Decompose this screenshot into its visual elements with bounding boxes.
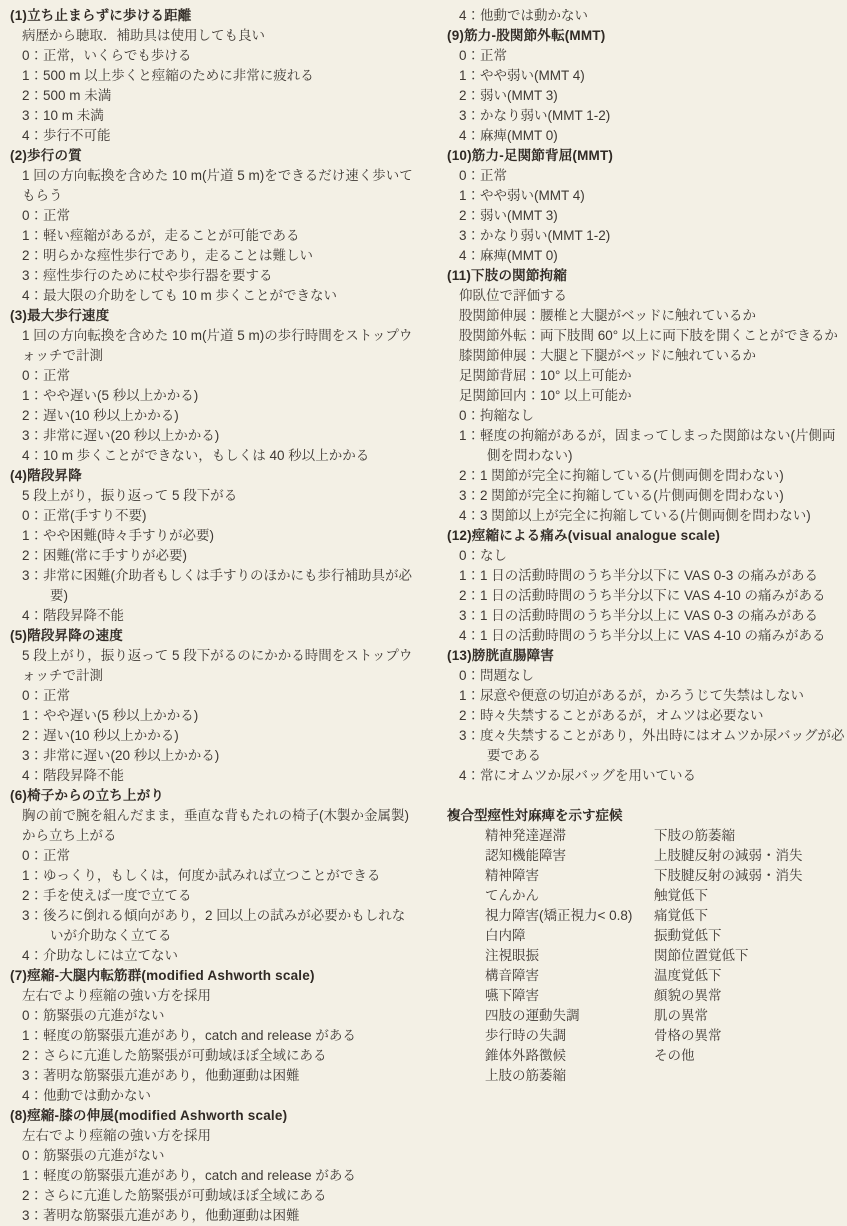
section-description: 足関節回内：10° 以上可能か (459, 388, 632, 403)
score-item: 4：1 日の活動時間のうち半分以上に VAS 4-10 の痛みがある (459, 628, 826, 643)
score-item: 3：1 日の活動時間のうち半分以上に VAS 0-3 の痛みがある (459, 608, 819, 623)
score-item: 1：尿意や便意の切迫があるが，かろうじて失禁はしない (459, 688, 805, 703)
assessment-section (447, 266, 845, 526)
section-heading: (9)筋力-股関節外転(MMT) (447, 28, 606, 43)
symptom-item: 視力障害(矯正視力< 0.8) (485, 908, 633, 923)
score-item: 2：明らかな痙性歩行であり，走ることは難しい (22, 248, 314, 263)
score-item: 3：かなり弱い(MMT 1-2) (459, 228, 611, 243)
symptom-item: てんかん (485, 888, 539, 903)
assessment-section (447, 646, 845, 786)
section-heading: (10)筋力-足関節背屈(MMT) (447, 148, 614, 163)
symptom-item: 白内障 (485, 928, 526, 943)
score-item: 0：正常 (22, 848, 71, 863)
score-item: 2：1 関節が完全に拘縮している(片側両側を問わない) (459, 468, 784, 483)
score-item: 2：遅い(10 秒以上かかる) (22, 408, 179, 423)
section-heading: (13)膀胱直腸障害 (447, 648, 555, 663)
symptom-item: 関節位置覚低下 (654, 948, 749, 963)
section-description: 仰臥位で評価する (459, 288, 567, 303)
score-item: 0：なし (459, 548, 508, 563)
assessment-section (447, 526, 845, 646)
score-item: 0：正常 (459, 168, 508, 183)
assessment-section (10, 6, 418, 146)
symptom-item: 骨格の異常 (654, 1028, 722, 1043)
assessment-section (10, 466, 418, 626)
symptom-item: 精神発達遅滞 (485, 828, 566, 843)
score-item: 4：歩行不可能 (22, 128, 111, 143)
score-item: 4：他動では動かない (459, 8, 589, 23)
symptom-item: 錐体外路徴候 (485, 1048, 566, 1063)
section-description: 胸の前で腕を組んだまま，垂直な背もたれの椅子(木製か金属製)から立ち上がる (22, 808, 409, 843)
score-item: 1：ゆっくり，もしくは，何度か試みれば立つことができる (22, 868, 381, 883)
score-item: 1：500 m 以上歩くと痙縮のために非常に疲れる (22, 68, 314, 83)
score-item: 3：痙性歩行のために杖や歩行器を要する (22, 268, 273, 283)
section-heading: (12)痙縮による痛み(visual analogue scale) (447, 528, 721, 543)
score-item: 3：度々失禁することがあり，外出時にはオムツか尿バッグが必要である (459, 728, 845, 763)
score-item: 2：弱い(MMT 3) (459, 208, 558, 223)
assessment-section (10, 146, 418, 306)
section-heading: (4)階段昇降 (10, 468, 82, 483)
score-item: 3：2 関節が完全に拘縮している(片側両側を問わない) (459, 488, 784, 503)
assessment-section (10, 626, 418, 786)
score-item: 1：軽度の筋緊張亢進があり，catch and release がある (22, 1168, 356, 1183)
symptom-item: 構音障害 (485, 968, 539, 983)
symptom-item: 上肢腱反射の減弱・消失 (654, 848, 803, 863)
score-item: 0：正常 (22, 688, 71, 703)
assessment-section (447, 6, 845, 26)
symptom-item: 痛覚低下 (654, 908, 708, 923)
score-item: 2：さらに亢進した筋緊張が可動域ほぼ全域にある (22, 1048, 327, 1063)
score-item: 1：1 日の活動時間のうち半分以下に VAS 0-3 の痛みがある (459, 568, 819, 583)
score-item: 4：階段昇降不能 (22, 768, 125, 783)
score-item: 4：麻痺(MMT 0) (459, 128, 558, 143)
score-item: 1：やや遅い(5 秒以上かかる) (22, 708, 199, 723)
assessment-section (447, 146, 845, 266)
score-item: 2：遅い(10 秒以上かかる) (22, 728, 179, 743)
score-item: 0：正常，いくらでも歩ける (22, 48, 192, 63)
score-item: 1：軽度の筋緊張亢進があり，catch and release がある (22, 1028, 356, 1043)
symptom-item: 注視眼振 (485, 948, 539, 963)
score-item: 4：介助なしには立てない (22, 948, 179, 963)
assessment-section (447, 26, 845, 146)
score-item: 1：やや弱い(MMT 4) (459, 188, 585, 203)
score-item: 3：後ろに倒れる傾向があり，2 回以上の試みが必要かもしれないが介助なく立てる (22, 908, 406, 943)
assessment-section (10, 1106, 418, 1226)
score-item: 0：拘縮なし (459, 408, 535, 423)
section-heading: (11)下肢の関節拘縮 (447, 268, 567, 283)
section-description: 左右でより痙縮の強い方を採用 (22, 988, 211, 1003)
symptom-item: 上肢の筋萎縮 (485, 1068, 566, 1083)
symptom-item: 顔貌の異常 (654, 988, 722, 1003)
section-heading: (8)痙縮-膝の伸展(modified Ashworth scale) (10, 1108, 288, 1123)
score-item: 4：階段昇降不能 (22, 608, 125, 623)
score-item: 3：非常に遅い(20 秒以上かかる) (22, 748, 220, 763)
symptom-item: 四肢の運動失調 (485, 1008, 580, 1023)
score-item: 3：非常に遅い(20 秒以上かかる) (22, 428, 220, 443)
symptom-list-block (447, 806, 845, 1086)
symptom-item: その他 (654, 1048, 695, 1063)
score-item: 0：正常 (459, 48, 508, 63)
symptom-item: 振動覚低下 (654, 928, 722, 943)
symptom-item: 温度覚低下 (654, 968, 722, 983)
symptom-item: 歩行時の失調 (485, 1028, 566, 1043)
section-heading: (7)痙縮-大腿内転筋群(modified Ashworth scale) (10, 968, 315, 983)
symptom-list-title: 複合型痙性対麻痺を示す症候 (447, 808, 623, 823)
assessment-section (10, 306, 418, 466)
section-description: 股関節外転：両下肢間 60° 以上に両下肢を開くことができるか (459, 328, 838, 343)
score-item: 4：他動では動かない (22, 1088, 152, 1103)
section-description: 5 段上がり，振り返って 5 段下がるのにかかる時間をストップウォッチで計測 (22, 648, 413, 683)
score-item: 4：麻痺(MMT 0) (459, 248, 558, 263)
score-item: 0：問題なし (459, 668, 535, 683)
score-item: 2：1 日の活動時間のうち半分以下に VAS 4-10 の痛みがある (459, 588, 826, 603)
section-description: 左右でより痙縮の強い方を採用 (22, 1128, 211, 1143)
section-description: 病歴から聴取．補助具は使用しても良い (22, 28, 265, 43)
symptom-item: 精神障害 (485, 868, 539, 883)
column-left (10, 6, 418, 1226)
assessment-section (10, 966, 418, 1106)
score-item: 1：軽い痙縮があるが，走ることが可能である (22, 228, 300, 243)
score-item: 4：常にオムツか尿バッグを用いている (459, 768, 697, 783)
section-heading: (1)立ち止まらずに歩ける距離 (10, 8, 192, 23)
score-item: 3：著明な筋緊張亢進があり，他動運動は困難 (22, 1208, 300, 1223)
symptom-item (654, 1066, 845, 1086)
score-item: 0：正常(手すり不要) (22, 508, 147, 523)
section-description: 足関節背屈：10° 以上可能か (459, 368, 632, 383)
assessment-section (10, 786, 418, 966)
score-item: 0：正常 (22, 208, 71, 223)
score-item: 4：10 m 歩くことができない，もしくは 40 秒以上かかる (22, 448, 370, 463)
score-item: 1：やや遅い(5 秒以上かかる) (22, 388, 199, 403)
symptom-item: 嚥下障害 (485, 988, 539, 1003)
column-right (447, 6, 845, 1086)
score-item: 3：著明な筋緊張亢進があり，他動運動は困難 (22, 1068, 300, 1083)
symptom-item: 触覚低下 (654, 888, 708, 903)
score-item: 4：最大限の介助をしても 10 m 歩くことができない (22, 288, 338, 303)
symptom-grid (447, 826, 845, 1086)
section-heading: (2)歩行の質 (10, 148, 82, 163)
section-heading: (3)最大歩行速度 (10, 308, 110, 323)
score-item: 2：500 m 未満 (22, 88, 112, 103)
score-item: 3：10 m 未満 (22, 108, 104, 123)
section-description: 5 段上がり，振り返って 5 段下がる (22, 488, 238, 503)
score-item: 2：困難(常に手すりが必要) (22, 548, 187, 563)
score-item: 0：正常 (22, 368, 71, 383)
section-description: 股関節伸展：腰椎と大腿がベッドに触れているか (459, 308, 756, 323)
score-item: 4：3 関節以上が完全に拘縮している(片側両側を問わない) (459, 508, 811, 523)
symptom-item: 認知機能障害 (485, 848, 566, 863)
score-item: 3：非常に困難(介助者もしくは手すりのほかにも歩行補助具が必要) (22, 568, 413, 603)
score-item: 2：時々失禁することがあるが，オムツは必要ない (459, 708, 764, 723)
score-item: 2：手を使えば一度で立てる (22, 888, 192, 903)
section-description: 膝関節伸展：大腿と下腿がベッドに触れているか (459, 348, 756, 363)
score-item: 0：筋緊張の亢進がない (22, 1148, 165, 1163)
section-heading: (5)階段昇降の速度 (10, 628, 123, 643)
score-item: 2：さらに亢進した筋緊張が可動域ほぼ全域にある (22, 1188, 327, 1203)
score-item: 1：やや弱い(MMT 4) (459, 68, 585, 83)
score-item: 0：筋緊張の亢進がない (22, 1008, 165, 1023)
section-heading: (6)椅子からの立ち上がり (10, 788, 165, 803)
symptom-item: 肌の異常 (654, 1008, 708, 1023)
score-item: 2：弱い(MMT 3) (459, 88, 558, 103)
symptom-item: 下肢腱反射の減弱・消失 (654, 868, 803, 883)
score-item: 1：軽度の拘縮があるが，固まってしまった関節はない(片側両側を問わない) (459, 428, 836, 463)
section-description: 1 回の方向転換を含めた 10 m(片道 5 m)の歩行時間をストップウォッチで計測 (22, 328, 413, 363)
section-description: 1 回の方向転換を含めた 10 m(片道 5 m)をできるだけ速く歩いてもらう (22, 168, 413, 203)
score-item: 1：やや困難(時々手すりが必要) (22, 528, 214, 543)
score-item: 3：かなり弱い(MMT 1-2) (459, 108, 611, 123)
symptom-item: 下肢の筋萎縮 (654, 828, 735, 843)
